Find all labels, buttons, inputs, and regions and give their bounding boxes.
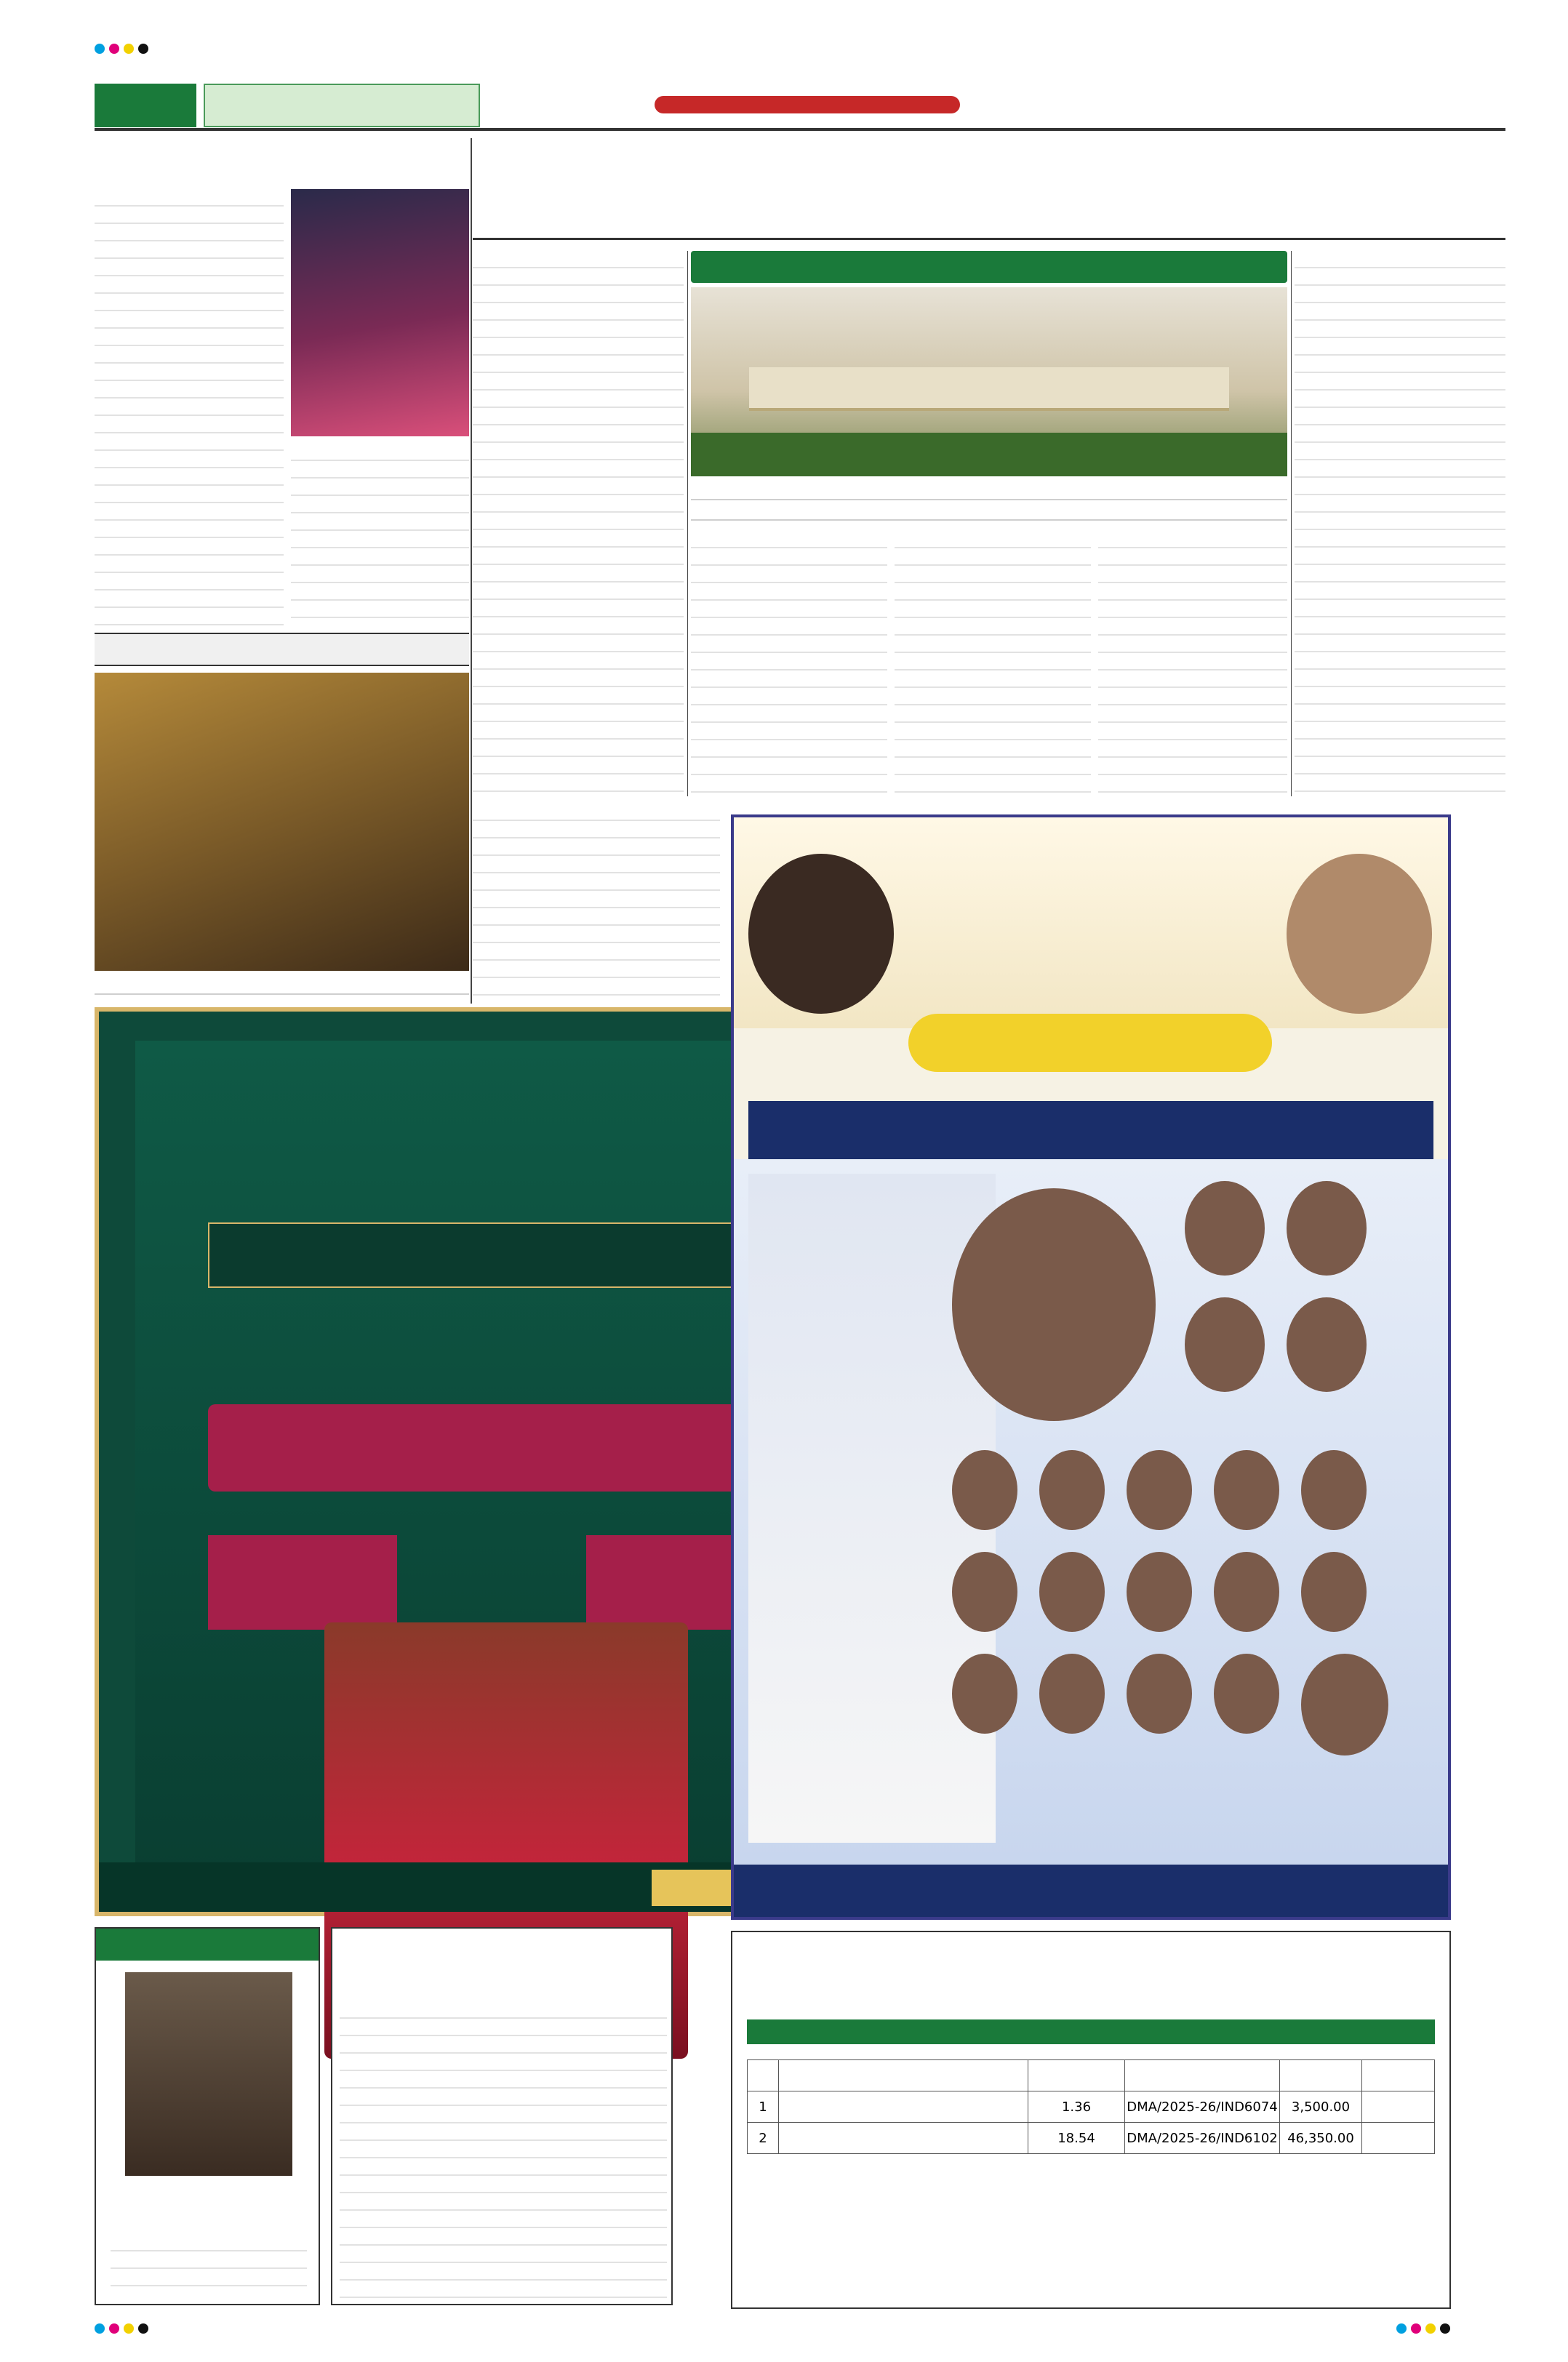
newspaper-masthead — [655, 81, 960, 128]
silver-offer-box — [586, 1535, 732, 1630]
cricket-player-photo — [291, 189, 469, 436]
row-number: 1 — [748, 2091, 779, 2123]
row-amount: 18.54 — [1028, 2123, 1125, 2154]
row-reference: DMA/2025-26/IND6102 — [1125, 2123, 1280, 2154]
registration-dot — [138, 2323, 148, 2334]
table-cell — [1125, 2060, 1280, 2091]
ad-background — [135, 1041, 783, 1870]
felicitation-poster-ad — [731, 814, 1451, 1920]
registration-dot — [1396, 2323, 1407, 2334]
member-photo — [1214, 1552, 1279, 1632]
registration-dot — [138, 44, 148, 54]
registration-dot — [95, 2323, 105, 2334]
column-rule — [687, 251, 688, 796]
poster-banner — [748, 1101, 1433, 1159]
table-cell — [748, 2060, 779, 2091]
table-cell — [779, 2123, 1028, 2154]
registration-dot — [124, 2323, 134, 2334]
poster-footer — [734, 1865, 1448, 1917]
member-photo — [1214, 1450, 1279, 1530]
registration-dot — [109, 2323, 119, 2334]
temple-headline-box — [95, 633, 469, 666]
tender-notice-1 — [331, 1927, 673, 2305]
table-row — [748, 2060, 1435, 2091]
sports-headline-box — [95, 138, 473, 182]
table-cell — [1362, 2123, 1435, 2154]
column-rule — [1291, 251, 1292, 796]
bhima-jewellery-ad — [95, 1007, 822, 1916]
member-photo — [1287, 1181, 1367, 1276]
row-emd: 3,500.00 — [1280, 2091, 1362, 2123]
lead-text-column-5 — [1295, 251, 1505, 796]
party-banner-strip — [691, 433, 1287, 476]
table-cell — [1028, 2060, 1125, 2091]
registration-dot — [1425, 2323, 1436, 2334]
sports-text-column-1 — [95, 189, 284, 625]
memorial-title-bar — [96, 1929, 319, 1961]
stage-table — [749, 367, 1229, 411]
member-photo — [1127, 1552, 1192, 1632]
registration-dot — [1411, 2323, 1421, 2334]
page-number-box — [95, 84, 196, 127]
row-reference: DMA/2025-26/IND6074 — [1125, 2091, 1280, 2123]
table-cell — [1362, 2091, 1435, 2123]
member-photo — [1185, 1181, 1265, 1276]
member-photo — [952, 1552, 1017, 1632]
poster-photos-area — [734, 1159, 1448, 1865]
table-row — [748, 2123, 1435, 2154]
member-photo — [1214, 1654, 1279, 1734]
main-figure-photo — [952, 1188, 1156, 1421]
portrait-photo — [748, 854, 894, 1014]
tender2-title-bar — [747, 2019, 1435, 2044]
portrait-photo — [1287, 854, 1432, 1014]
member-photo — [1301, 1552, 1367, 1632]
gold-offer-box — [208, 1222, 775, 1288]
member-photo — [1039, 1552, 1105, 1632]
lead-subheading-box — [691, 251, 1287, 283]
member-photo — [1127, 1654, 1192, 1734]
sports-text-column-2 — [291, 444, 469, 625]
table-cell — [779, 2091, 1028, 2123]
table-cell — [1362, 2060, 1435, 2091]
member-photo — [1127, 1450, 1192, 1530]
member-photo — [1039, 1654, 1105, 1734]
memorial-notice — [95, 1927, 320, 2305]
masthead-decoration — [655, 96, 960, 113]
tender-table — [747, 2059, 1435, 2154]
member-photo — [1185, 1297, 1265, 1392]
making-offer-box — [208, 1404, 775, 1492]
member-photo — [1287, 1297, 1367, 1392]
lead-headline-box — [473, 131, 1505, 240]
lead-text-column-1 — [473, 251, 684, 796]
registration-dot — [124, 44, 134, 54]
table-cell — [1280, 2060, 1362, 2091]
temple-visit-photo — [95, 673, 469, 971]
meeting-photo-caption — [691, 480, 1287, 524]
date-line-box — [1193, 87, 1505, 124]
memorial-photo — [125, 1972, 292, 2176]
lead-text-column-3 — [895, 531, 1091, 796]
lead-text-column-2 — [691, 531, 887, 796]
memorial-text — [111, 2234, 307, 2299]
tender-notice-2 — [731, 1931, 1451, 2309]
temple-photo-caption — [95, 974, 469, 1007]
party-meeting-photo — [691, 287, 1287, 476]
registration-dot — [1440, 2323, 1450, 2334]
table-cell — [779, 2060, 1028, 2091]
lead-text-column-continued — [473, 804, 720, 1000]
row-number: 2 — [748, 2123, 779, 2154]
column-rule — [471, 138, 472, 1004]
registration-dot — [95, 44, 105, 54]
table-row — [748, 2091, 1435, 2123]
section-title-box — [204, 84, 480, 127]
registration-dot — [109, 44, 119, 54]
member-photo — [952, 1654, 1017, 1734]
member-photo — [1301, 1450, 1367, 1530]
row-emd: 46,350.00 — [1280, 2123, 1362, 2154]
member-photo — [952, 1450, 1017, 1530]
row-amount: 1.36 — [1028, 2091, 1125, 2123]
poster-header — [734, 817, 1448, 1028]
diamond-offer-box — [208, 1535, 397, 1630]
tender1-text — [340, 2001, 667, 2299]
lead-text-column-4 — [1098, 531, 1287, 796]
member-photo — [1301, 1654, 1388, 1756]
member-photo — [1039, 1450, 1105, 1530]
poster-name-band — [908, 1014, 1272, 1072]
